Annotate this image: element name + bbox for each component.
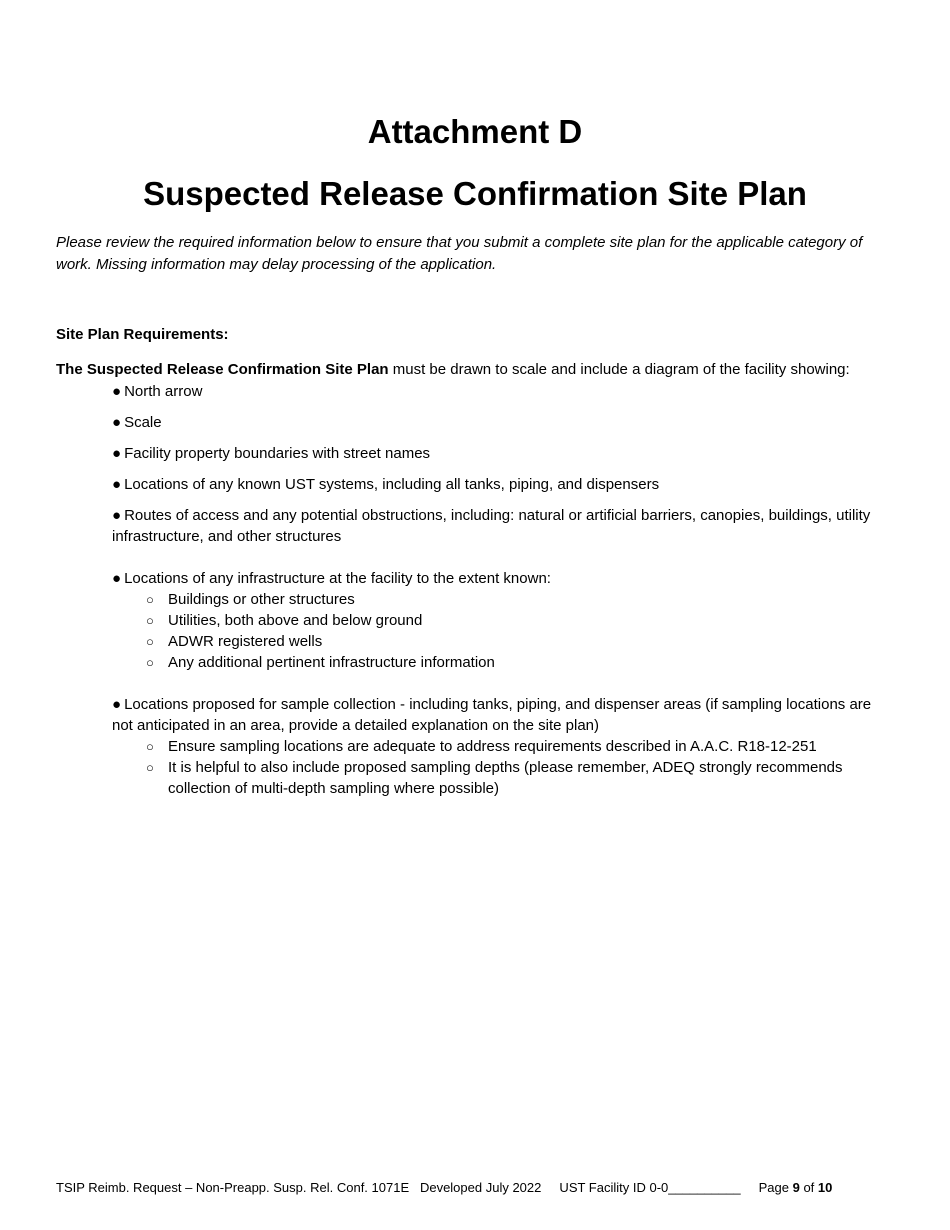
sub-list-item [146,631,887,652]
footer-page-total: 10 [817,1180,833,1195]
list-item [112,505,887,547]
circle-bullet-icon: ○ [146,655,154,670]
list-item-text: Locations of any infrastructure at the facility to the extent known: [124,570,551,587]
list-item [112,474,887,495]
requirements-heading: Site Plan Requirements: [56,326,229,343]
list-item-text: North arrow [124,383,203,400]
sub-list-item [146,736,887,757]
circle-bullet-icon: ○ [146,760,154,775]
sampling-sublist [112,736,887,799]
list-item [112,412,887,433]
attachment-title: Attachment D [367,113,583,150]
requirements-list [112,381,887,809]
lead-text: must be drawn to scale and include a diagram of the facility showing: [388,361,850,378]
footer-page-number: 9 [792,1180,800,1195]
bullet-icon: ● [112,696,122,713]
infrastructure-sublist [112,589,887,673]
sub-list-item [146,652,887,673]
list-item-text: Locations proposed for sample collection - including tanks, piping, and dispenser areas (if sampling locations are not anticipated in an area, provide a detailed explanation on the site plan) [112,696,872,734]
bullet-icon: ● [112,507,122,524]
bullet-icon: ● [112,414,122,431]
circle-bullet-icon: ○ [146,592,154,607]
footer-form-info: TSIP Reimb. Request – Non-Preapp. Susp. Rel. Conf. 1071E Developed July 2022 UST Facility ID 0-0__________ Page [56,1180,793,1195]
sub-list-item-text: Utilities, both above and below ground [168,612,423,629]
list-item-text: Scale [124,414,162,431]
sub-list-item-text: Ensure sampling locations are adequate to address requirements described in A.A.C. R18-12-251 [168,738,817,755]
sub-list-item-text: It is helpful to also include proposed sampling depths (please remember, ADEQ strongly recommends collection of multi-depth sampling where possible) [168,759,843,797]
list-item [112,568,887,673]
bullet-icon: ● [112,570,122,587]
list-item-text: Routes of access and any potential obstructions, including: natural or artificial barriers, canopies, buildings, utility infrastructure, and other structures [112,507,871,545]
lead-paragraph [56,359,906,381]
sub-list-item-text: Buildings or other structures [168,591,355,608]
sub-list-item [146,589,887,610]
sub-list-item [146,610,887,631]
circle-bullet-icon: ○ [146,634,154,649]
list-item [112,694,887,799]
page-footer [56,1178,906,1198]
intro-paragraph: Please review the required information below to ensure that you submit a complete site plan for the applicable category of work. Missing information may delay processing of the application. [56,234,863,273]
bullet-icon: ● [112,383,122,400]
footer-of: of [799,1180,818,1195]
circle-bullet-icon: ○ [146,613,154,628]
sub-list-item-text: ADWR registered wells [168,633,323,650]
page-title: Suspected Release Confirmation Site Plan [143,175,807,212]
circle-bullet-icon: ○ [146,739,154,754]
sub-list-item-text: Any additional pertinent infrastructure information [168,654,495,671]
sub-list-item [146,757,887,799]
lead-bold-text: The Suspected Release Confirmation Site Plan [56,361,389,378]
bullet-icon: ● [112,445,122,462]
list-item-text: Facility property boundaries with street names [124,445,431,462]
list-item [112,381,887,402]
list-item [112,443,887,464]
bullet-icon: ● [112,476,122,493]
list-item-text: Locations of any known UST systems, including all tanks, piping, and dispensers [124,476,660,493]
